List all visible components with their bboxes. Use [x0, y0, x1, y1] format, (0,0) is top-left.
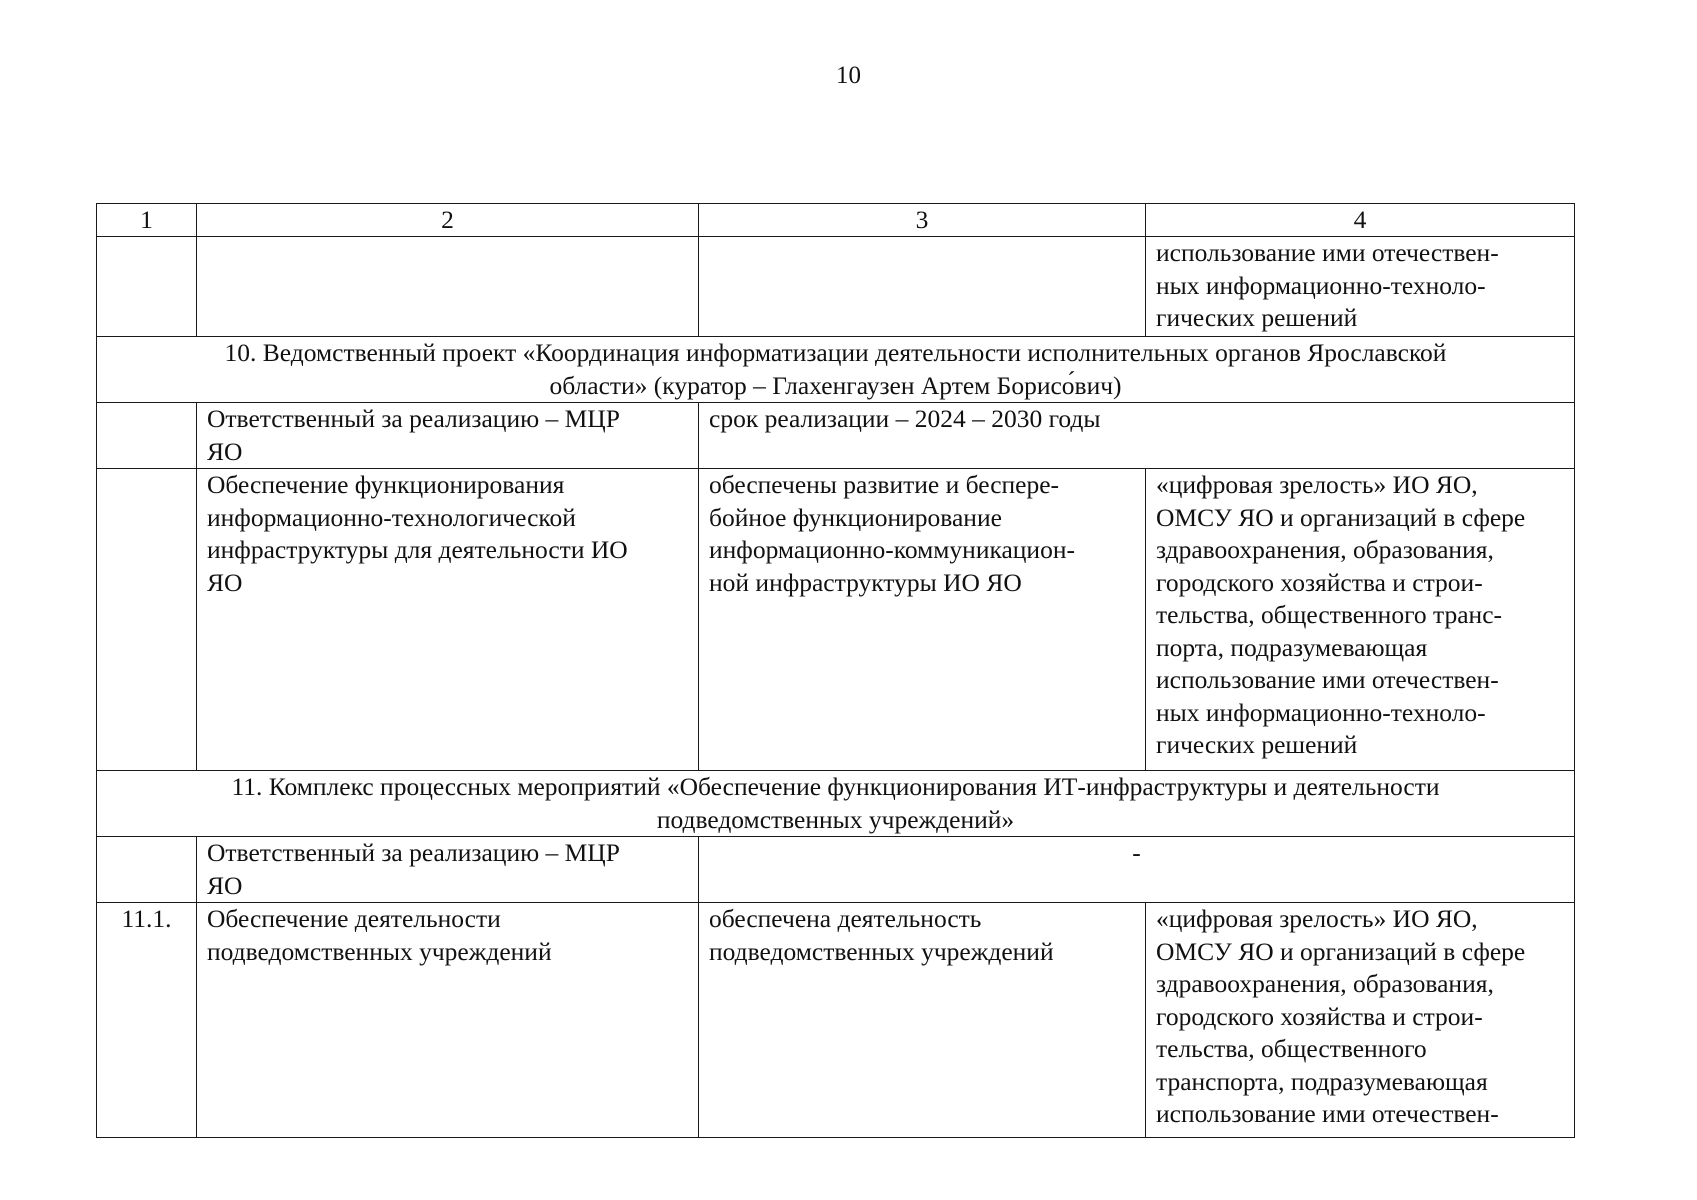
section-11-responsible-row [97, 837, 1575, 903]
text-line: Обеспечение деятельности [207, 904, 501, 933]
section-11-title [97, 771, 1575, 837]
cont-col-1 [97, 237, 197, 337]
section-10-responsible [197, 403, 699, 469]
measures-table [96, 203, 1575, 1138]
section-10-responsible-row [97, 403, 1575, 469]
text-line: ной инфраструктуры ИО ЯО [709, 567, 1022, 597]
text-line: тельства, общественного [1156, 1034, 1427, 1063]
continuation-row [97, 237, 1575, 337]
text-line: обеспечены развитие и беспере- [709, 470, 1060, 499]
text-line: порта, подразумевающая [1156, 632, 1428, 662]
measure-num: 11.1. [97, 903, 197, 1138]
text-line: ных информационно-техноло- [1156, 697, 1486, 727]
page-number: 10 [836, 62, 861, 89]
section-title-line: 11. Комплекс процессных мероприятий «Обеспечение функционирования ИТ-инфраструктуры и деятельности [231, 772, 1440, 801]
text-line: использование ими отечествен- [1156, 665, 1499, 694]
text-line: ЯО [207, 870, 243, 900]
text-line: информационно-коммуникацион- [709, 535, 1075, 564]
section-10-measure-row [97, 469, 1575, 771]
text-line: ных информационно-техноло- [1156, 270, 1486, 300]
measure-num [97, 469, 197, 771]
section-11-responsible [197, 837, 699, 903]
cont-col-4 [1146, 237, 1575, 337]
header-col-1: 1 [97, 204, 197, 237]
text-line: тельства, общественного транс- [1156, 600, 1503, 629]
section-11-title-row [97, 771, 1575, 837]
text-line: Ответственный за реализацию – МЦР [207, 838, 620, 867]
section-10-title-row [97, 337, 1575, 403]
text-line: городского хозяйства и строи- [1156, 567, 1483, 597]
section-11-measure-row [97, 903, 1575, 1138]
header-col-3: 3 [699, 204, 1146, 237]
text-line: бойное функционирование [709, 502, 1002, 532]
text-line: ОМСУ ЯО и организаций в сфере [1156, 936, 1526, 966]
text-line: городского хозяйства и строи- [1156, 1001, 1483, 1031]
header-row [97, 204, 1575, 237]
text-line: ЯО [207, 436, 243, 466]
text-line: подведомственных учреждений [207, 936, 552, 966]
section-10-term: срок реализации – 2024 – 2030 годы [699, 403, 1575, 469]
section-title-line: 10. Ведомственный проект «Координация информатизации деятельности исполнительных органов Ярославской [224, 338, 1447, 367]
text-line: использование ими отечествен- [1156, 1099, 1499, 1128]
text-line: Ответственный за реализацию – МЦР [207, 404, 620, 433]
text-line: гических решений [1156, 730, 1358, 759]
measure-effect [1146, 469, 1575, 771]
measure-name [197, 903, 699, 1138]
resp-col-1 [97, 837, 197, 903]
text-line: «цифровая зрелость» ИО ЯО, [1156, 904, 1478, 933]
resp-col-1 [97, 403, 197, 469]
measure-result [699, 469, 1146, 771]
cont-col-3 [699, 237, 1146, 337]
measure-effect [1146, 903, 1575, 1138]
text-line: Обеспечение функционирования [207, 470, 565, 499]
header-col-2: 2 [197, 204, 699, 237]
section-11-term: - [699, 837, 1575, 903]
text-line: подведомственных учреждений [709, 936, 1054, 966]
section-title-line: подведомственных учреждений» [656, 804, 1015, 834]
measure-name [197, 469, 699, 771]
text-line: ЯО [207, 567, 243, 597]
text-line: информационно-технологической [207, 502, 576, 532]
text-line: использование ими отечествен- [1156, 238, 1499, 267]
cont-col-2 [197, 237, 699, 337]
text-line: ОМСУ ЯО и организаций в сфере [1156, 502, 1526, 532]
text-line: здравоохранения, образования, [1156, 535, 1494, 564]
text-line: «цифровая зрелость» ИО ЯО, [1156, 470, 1478, 499]
section-title-line: области» (куратор – Глахенгаузен Артем Борисо́вич) [549, 370, 1122, 400]
section-10-title [97, 337, 1575, 403]
text-line: транспорта, подразумевающая [1156, 1066, 1488, 1096]
text-line: гических решений [1156, 303, 1358, 332]
measure-result [699, 903, 1146, 1138]
text-line: обеспечена деятельность [709, 904, 982, 933]
text-line: инфраструктуры для деятельности ИО [207, 535, 628, 564]
header-col-4: 4 [1146, 204, 1575, 237]
text-line: здравоохранения, образования, [1156, 969, 1494, 998]
